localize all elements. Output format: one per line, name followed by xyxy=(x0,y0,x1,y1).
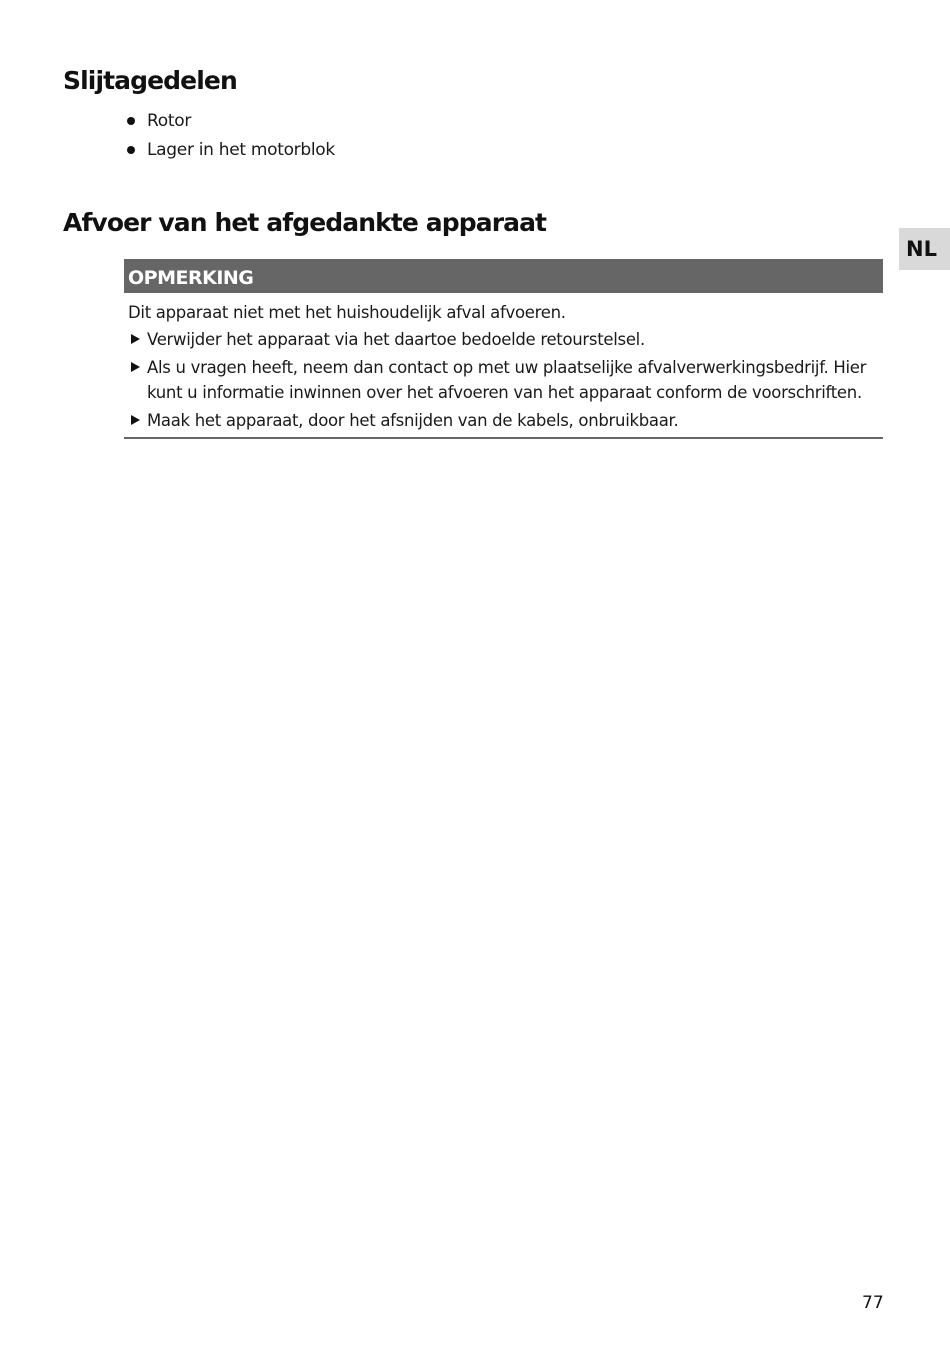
note-step-text: Maak het apparaat, door het afsnijden van de kabels, onbruikbaar. xyxy=(147,411,679,430)
page-number: 77 xyxy=(862,1293,884,1313)
bullet-dot-icon xyxy=(127,117,135,125)
note-label: OPMERKING xyxy=(124,259,883,293)
list-item-text: Lager in het motorblok xyxy=(147,140,335,160)
section-title-disposal: Afvoer van het afgedankte apparaat xyxy=(63,208,547,237)
note-steps xyxy=(128,327,883,433)
note-step-text: Als u vragen heeft, neem dan contact op met uw plaatselijke afvalverwerkingsbedrijf. Hier kunt u informatie inwinnen over het afvoeren van het apparaat conform de voorschriften. xyxy=(147,358,867,402)
note-intro: Dit apparaat niet met het huishoudelijk afval afvoeren. xyxy=(128,303,566,322)
section-title-wear-parts: Slijtagedelen xyxy=(63,66,237,95)
wear-parts-list xyxy=(125,108,335,166)
note-box xyxy=(124,259,883,439)
note-step xyxy=(128,355,883,405)
triangle-right-icon xyxy=(131,334,140,344)
note-step xyxy=(128,408,883,433)
bullet-dot-icon xyxy=(127,146,135,154)
note-step xyxy=(128,327,883,352)
triangle-right-icon xyxy=(131,362,140,372)
list-item xyxy=(125,108,335,137)
language-tab: NL xyxy=(899,228,950,270)
list-item-text: Rotor xyxy=(147,111,192,131)
list-item xyxy=(125,137,335,166)
note-bottom-rule xyxy=(124,437,883,439)
note-step-text: Verwijder het apparaat via het daartoe bedoelde retourstelsel. xyxy=(147,330,645,349)
triangle-right-icon xyxy=(131,415,140,425)
note-body xyxy=(124,293,883,433)
